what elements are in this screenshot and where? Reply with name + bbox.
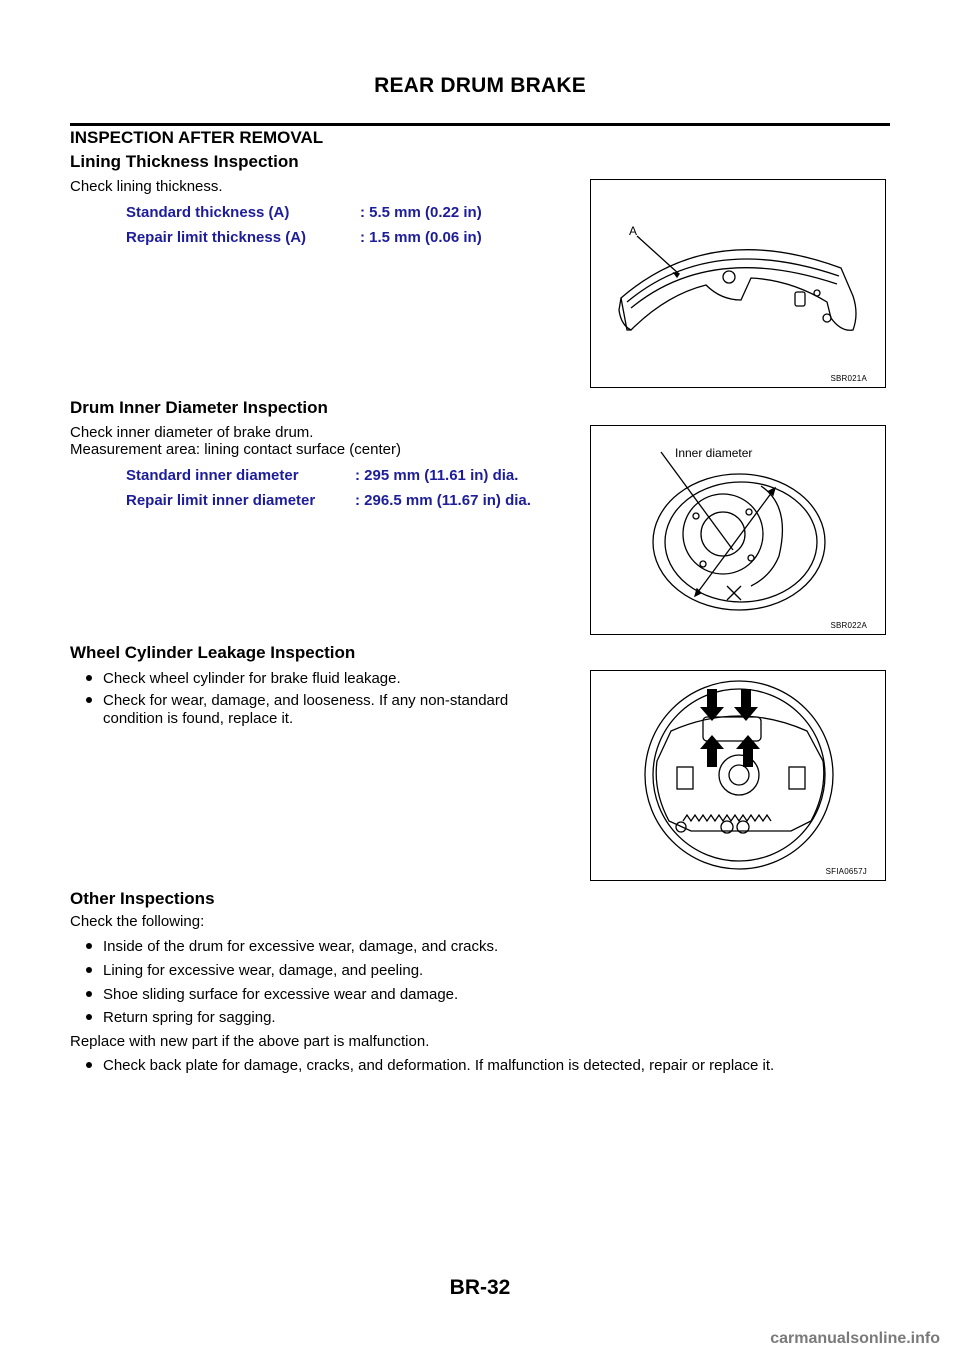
drum-intro-2: Measurement area: lining contact surface (center) xyxy=(70,441,401,458)
header-divider xyxy=(70,123,890,126)
bullet-dot xyxy=(86,675,92,681)
lining-spec-limit-label: Repair limit thickness (A) xyxy=(126,229,307,246)
lining-heading: Lining Thickness Inspection xyxy=(70,152,299,171)
brake-drum-figure xyxy=(590,425,886,635)
wheel-heading: Wheel Cylinder Leakage Inspection xyxy=(70,643,356,662)
lining-spec-standard-value: : 5.5 mm (0.22 in) xyxy=(360,204,482,221)
figure-code-sbr021a: SBR021A xyxy=(830,374,867,383)
bullet-dot xyxy=(86,697,92,703)
other-final-bullet-text: Check back plate for damage, cracks, and deformation. If malfunction is detected, repair or replace it. xyxy=(103,1057,775,1074)
page-number: BR-32 xyxy=(449,1276,511,1299)
other-intro: Check the following: xyxy=(70,913,205,930)
bullet-dot xyxy=(86,991,92,997)
bullet-dot xyxy=(86,967,92,973)
other-bullet-text: Shoe sliding surface for excessive wear and damage. xyxy=(103,986,459,1003)
lining-spec-limit-value: : 1.5 mm (0.06 in) xyxy=(360,229,482,246)
figure-code-sbr022a: SBR022A xyxy=(830,621,867,630)
wheel-bullet-text: Check for wear, damage, and looseness. If any non-standard xyxy=(103,692,509,709)
bullet-dot xyxy=(86,1062,92,1068)
other-heading: Other Inspections xyxy=(70,889,215,908)
other-note: Replace with new part if the above part is malfunction. xyxy=(70,1033,430,1050)
page-header-title: REAR DRUM BRAKE xyxy=(374,74,586,97)
drum-spec-standard-label: Standard inner diameter xyxy=(126,467,299,484)
wheel-bullet-continuation: condition is found, replace it. xyxy=(103,710,294,727)
wheel-cylinder-figure xyxy=(590,670,886,881)
drum-callout-inner-diameter: Inner diameter xyxy=(675,446,753,460)
drum-intro-1: Check inner diameter of brake drum. xyxy=(70,424,314,441)
drum-spec-limit-label: Repair limit inner diameter xyxy=(126,492,316,509)
other-bullet-text: Lining for excessive wear, damage, and peeling. xyxy=(103,962,424,979)
section-title: INSPECTION AFTER REMOVAL xyxy=(70,128,324,147)
lining-spec-standard-label: Standard thickness (A) xyxy=(126,204,290,221)
shoe-callout-a: A xyxy=(629,224,638,238)
other-bullet-text: Return spring for sagging. xyxy=(103,1009,276,1026)
watermark: carmanualsonline.info xyxy=(770,1330,940,1347)
wheel-cylinder-illustration xyxy=(591,671,887,882)
lining-intro: Check lining thickness. xyxy=(70,178,223,195)
drum-spec-standard-value: : 295 mm (11.61 in) dia. xyxy=(355,467,519,484)
brake-drum-illustration xyxy=(591,426,887,636)
figure-code-sfia0657j: SFIA0657J xyxy=(825,867,867,876)
other-bullet-text: Inside of the drum for excessive wear, damage, and cracks. xyxy=(103,938,499,955)
bullet-dot xyxy=(86,943,92,949)
wheel-bullet-text: Check wheel cylinder for brake fluid leakage. xyxy=(103,670,401,687)
drum-heading: Drum Inner Diameter Inspection xyxy=(70,398,328,417)
drum-spec-limit-value: : 296.5 mm (11.67 in) dia. xyxy=(355,492,531,509)
bullet-dot xyxy=(86,1014,92,1020)
brake-shoe-figure xyxy=(590,179,886,388)
brake-shoe-illustration xyxy=(591,180,887,389)
